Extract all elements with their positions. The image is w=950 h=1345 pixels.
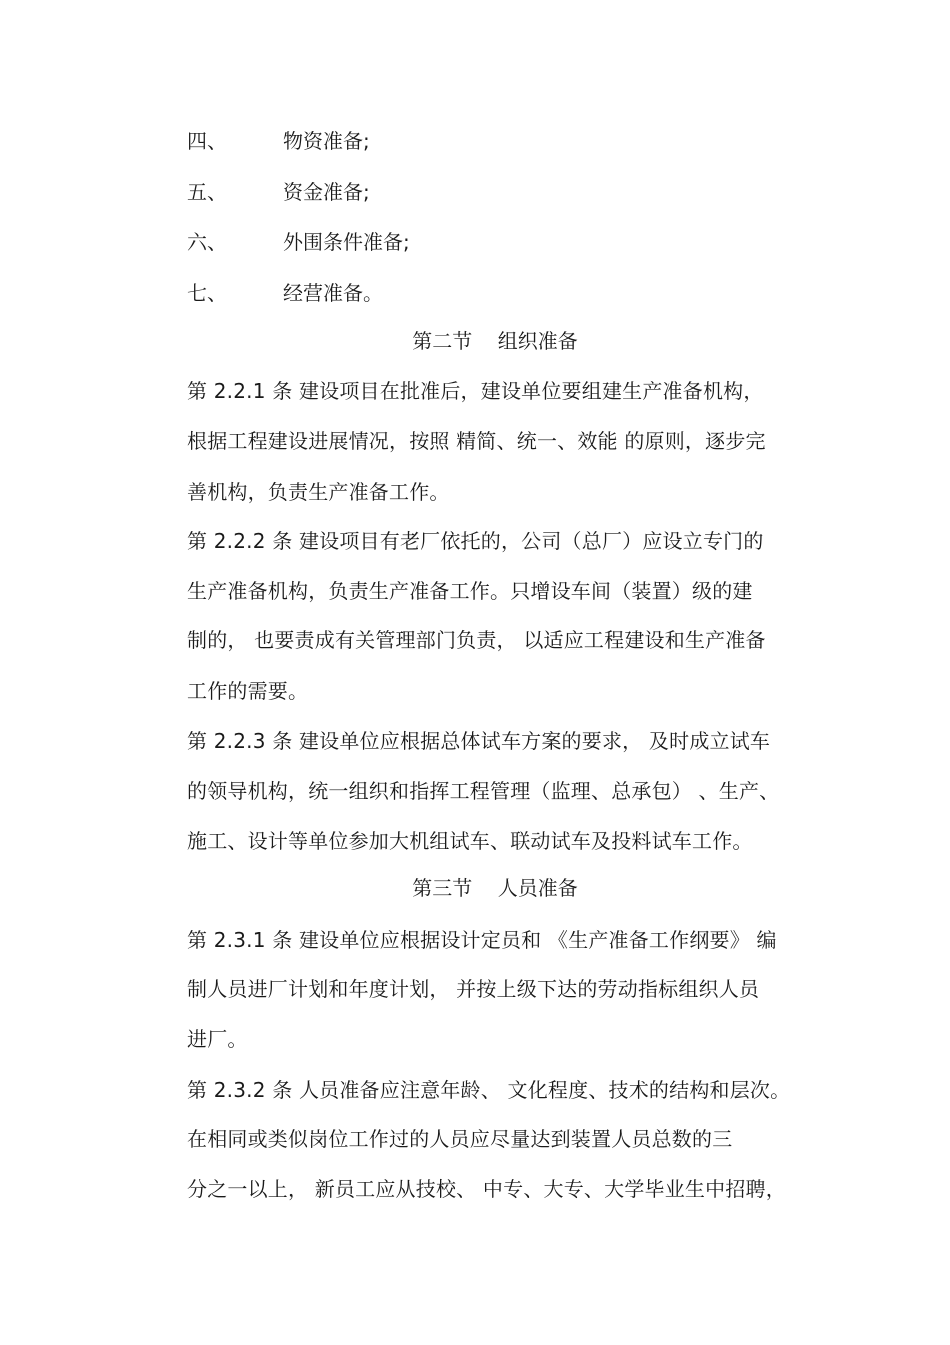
list-text: 资金准备;	[283, 180, 370, 204]
paragraph-line: 第 2.2.3 条 建设单位应根据总体试车方案的要求， 及时成立试车	[187, 729, 771, 753]
paragraph-line: 分之一以上， 新员工应从技校、 中专、大专、大学毕业生中招聘，	[187, 1177, 786, 1201]
paragraph-line: 生产准备机构，负责生产准备工作。只增设车间（装置）级的建	[187, 579, 753, 603]
paragraph-line: 第 2.2.2 条 建设项目有老厂依托的，公司（总厂）应设立专门的	[187, 529, 764, 553]
paragraph-line: 善机构，负责生产准备工作。	[187, 480, 450, 504]
paragraph-line: 进厂。	[187, 1027, 248, 1051]
section-heading: 第三节 人员准备	[412, 876, 578, 900]
paragraph-line: 工作的需要。	[187, 679, 309, 703]
list-text: 物资准备;	[283, 129, 370, 153]
section-heading: 第二节 组织准备	[412, 329, 578, 353]
paragraph-line: 制人员进厂计划和年度计划， 并按上级下达的劳动指标组织人员	[187, 977, 760, 1001]
list-number: 七、	[187, 281, 227, 305]
list-number: 六、	[187, 230, 227, 254]
paragraph-line: 第 2.3.2 条 人员准备应注意年龄、 文化程度、技术的结构和层次。	[187, 1078, 791, 1102]
paragraph-line: 的领导机构，统一组织和指挥工程管理（监理、总承包） 、生产、	[187, 779, 780, 803]
list-text: 外围条件准备;	[283, 230, 410, 254]
paragraph-line: 制的， 也要责成有关管理部门负责， 以适应工程建设和生产准备	[187, 628, 766, 652]
paragraph-line: 根据工程建设进展情况，按照 精简、统一、效能 的原则，逐步完	[187, 429, 766, 453]
list-number: 五、	[187, 180, 227, 204]
list-text: 经营准备。	[283, 281, 383, 305]
list-number: 四、	[187, 129, 227, 153]
paragraph-line: 施工、设计等单位参加大机组试车、联动试车及投料试车工作。	[187, 829, 753, 853]
paragraph-line: 在相同或类似岗位工作过的人员应尽量达到装置人员总数的三	[187, 1127, 733, 1151]
paragraph-line: 第 2.3.1 条 建设单位应根据设计定员和 《生产准备工作纲要》 编	[187, 928, 777, 952]
paragraph-line: 第 2.2.1 条 建设项目在批准后，建设单位要组建生产准备机构，	[187, 379, 764, 403]
